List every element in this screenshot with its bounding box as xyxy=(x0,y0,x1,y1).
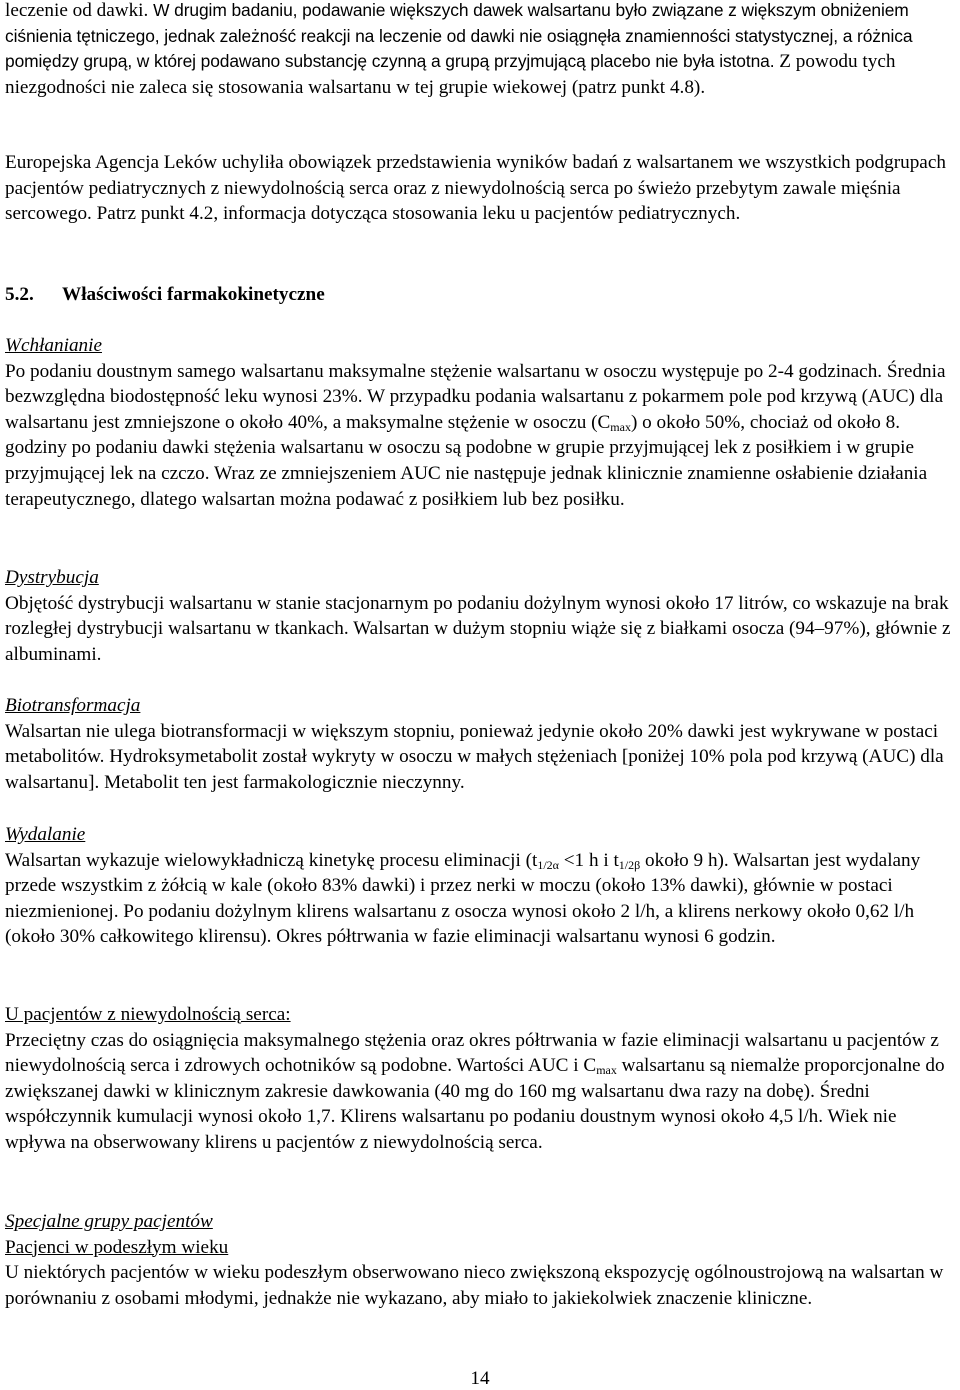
biotransformation-text: Walsartan nie ulega biotransformacji w większym stopniu, ponieważ jedynie około 20% dawki jest wykrywane w postaci metabolitów. Hydroksymetabolit został wykryty w osoczu w małych stężeniach [poniżej 10% pola pod krzywą (AUC) dla walsartanu]. Metabolit ten jest farmakologicznie nieczynny. xyxy=(5,720,944,793)
elderly-text: U niektórych pacjentów w wieku podeszłym obserwowano nieco zwiększoną ekspozycję ogólnoustrojową na walsartan w porównaniu z osobami młodymi, jednakże nie wykazano, aby miało to jakiekolwiek znaczenie kliniczne. xyxy=(5,1262,944,1309)
elimination-heading: Wydalanie xyxy=(5,824,86,845)
section-heading xyxy=(5,282,957,308)
special-groups-block xyxy=(5,1209,957,1311)
distribution-text: Objętość dystrybucji walsartanu w stanie stacjonarnym po podaniu dożylnym wynosi około 17 litrów, co wskazuje na brak rozległej dystrybucji walsartanu w tkankach. Walsartan w dużym stopniu wiąże się z białkami osocza (94–97%), głównie z albuminami. xyxy=(5,592,951,665)
heart-failure-block xyxy=(5,1002,957,1156)
absorption-text-1: Po podaniu doustnym samego walsartanu maksymalne stężenie walsartanu w osoczu występuje po 2-4 godzinach. Średnia bezwzględna biodostępność leku wynosi 23%. W przypadku podania walsartanu z pokarmem pole pod krzywą (AUC) dla walsartanu jest zmniejszone o około 40%, a maksymalne stężenie w osoczu (C xyxy=(5,360,946,433)
paragraph-continuation xyxy=(5,0,957,100)
elimination-alpha-subscript: 1/2α xyxy=(537,857,559,872)
distribution-heading: Dystrybucja xyxy=(5,567,99,588)
continuation-sans-text: W drugim badaniu, podawanie większych dawek walsartanu było związane z większym obniżeniem ciśnienia tętniczego, jednak zależność reakcji na leczenie od dawki nie osiągnęła znamienności statystycznej, a różnica pomiędzy grupą, w której podawano substancję czynną a grupą przyjmującą placebo nie była istotna. xyxy=(5,0,913,72)
heart-failure-text-1: Przeciętny czas do osiągnięcia maksymalnego stężenia oraz okres półtrwania w fazie eliminacji walsartanu u pacjentów z niewydolnością serca i zdrowych ochotników są podobne. Wartości AUC i C xyxy=(5,1029,939,1077)
elimination-beta-subscript: 1/2β xyxy=(618,857,641,872)
absorption-block xyxy=(5,333,957,512)
heart-failure-heading: U pacjentów z niewydolnością serca: xyxy=(5,1004,291,1025)
page-number: 14 xyxy=(470,1368,490,1389)
special-groups-heading: Specjalne grupy pacjentów xyxy=(5,1211,213,1232)
elimination-text-2: <1 h i t xyxy=(558,849,619,871)
continuation-tail: Z powodu tych niezgodności nie zaleca się stosowania walsartanu w tej grupie wiekowej (patrz punkt 4.8). xyxy=(5,51,896,98)
biotransformation-heading: Biotransformacja xyxy=(5,695,141,716)
distribution-block xyxy=(5,565,957,667)
section-number: 5.2. xyxy=(5,284,34,305)
heart-failure-cmax-subscript: max xyxy=(596,1063,617,1078)
biotransformation-block xyxy=(5,693,957,795)
absorption-text-2: ) o około 50%, chociaż od około 8. godziny po podaniu dawki stężenia walsartanu w osoczu są podobne w grupie przyjmującej lek z posiłkiem i w grupie przyjmującej lek na czczo. Wraz ze zmniejszeniem AUC nie następuje jednak klinicznie znamienne osłabienie działania terapeutycznego, dlatego walsartan można podawać z posiłkiem lub bez posiłku. xyxy=(5,411,928,510)
absorption-heading: Wchłanianie xyxy=(5,335,102,356)
elimination-block xyxy=(5,822,957,950)
absorption-cmax-subscript: max xyxy=(610,419,631,434)
paragraph-ema-waiver: Europejska Agencja Leków uchyliła obowiązek przedstawienia wyników badań z walsartanem we wszystkich podgrupach pacjentów pediatrycznych z niewydolnością serca oraz z niewydolnością serca po świeżo przebytym zawale mięśnia sercowego. Patrz punkt 4.2, informacja dotycząca stosowania leku u pacjentów pediatrycznych. xyxy=(5,152,946,225)
elimination-text-3: około 9 h). Walsartan jest wydalany przede wszystkim z żółcią w kale (około 83% dawki) i przez nerki w moczu (około 13% dawki), głównie w postaci niezmienionej. Po podaniu dożylnym klirens walsartanu z osocza wynosi około 2 l/h, a klirens nerkowy około 0,62 l/h (około 30% całkowitego klirensu). Okres półtrwania w fazie eliminacji walsartanu wynosi 6 godzin. xyxy=(5,849,921,948)
elderly-heading: Pacjenci w podeszłym wieku xyxy=(5,1236,229,1258)
section-title: Właściwości farmakokinetyczne xyxy=(62,284,325,305)
elimination-text-1: Walsartan wykazuje wielowykładniczą kinetykę procesu eliminacji (t xyxy=(5,849,538,871)
continuation-lead: leczenie od dawki. xyxy=(5,0,154,21)
heart-failure-text-2: walsartanu są niemalże proporcjonalne do zwiększanej dawki w klinicznym zakresie dawkowania (40 mg do 160 mg walsartanu dwa razy na dobę). Średni współczynnik kumulacji wynosi około 1,7. Klirens walsartanu po podaniu doustnym wynosi około 4,5 l/h. Wiek nie wpływa na obserwowany klirens u pacjentów z niewydolnością serca. xyxy=(5,1055,945,1153)
